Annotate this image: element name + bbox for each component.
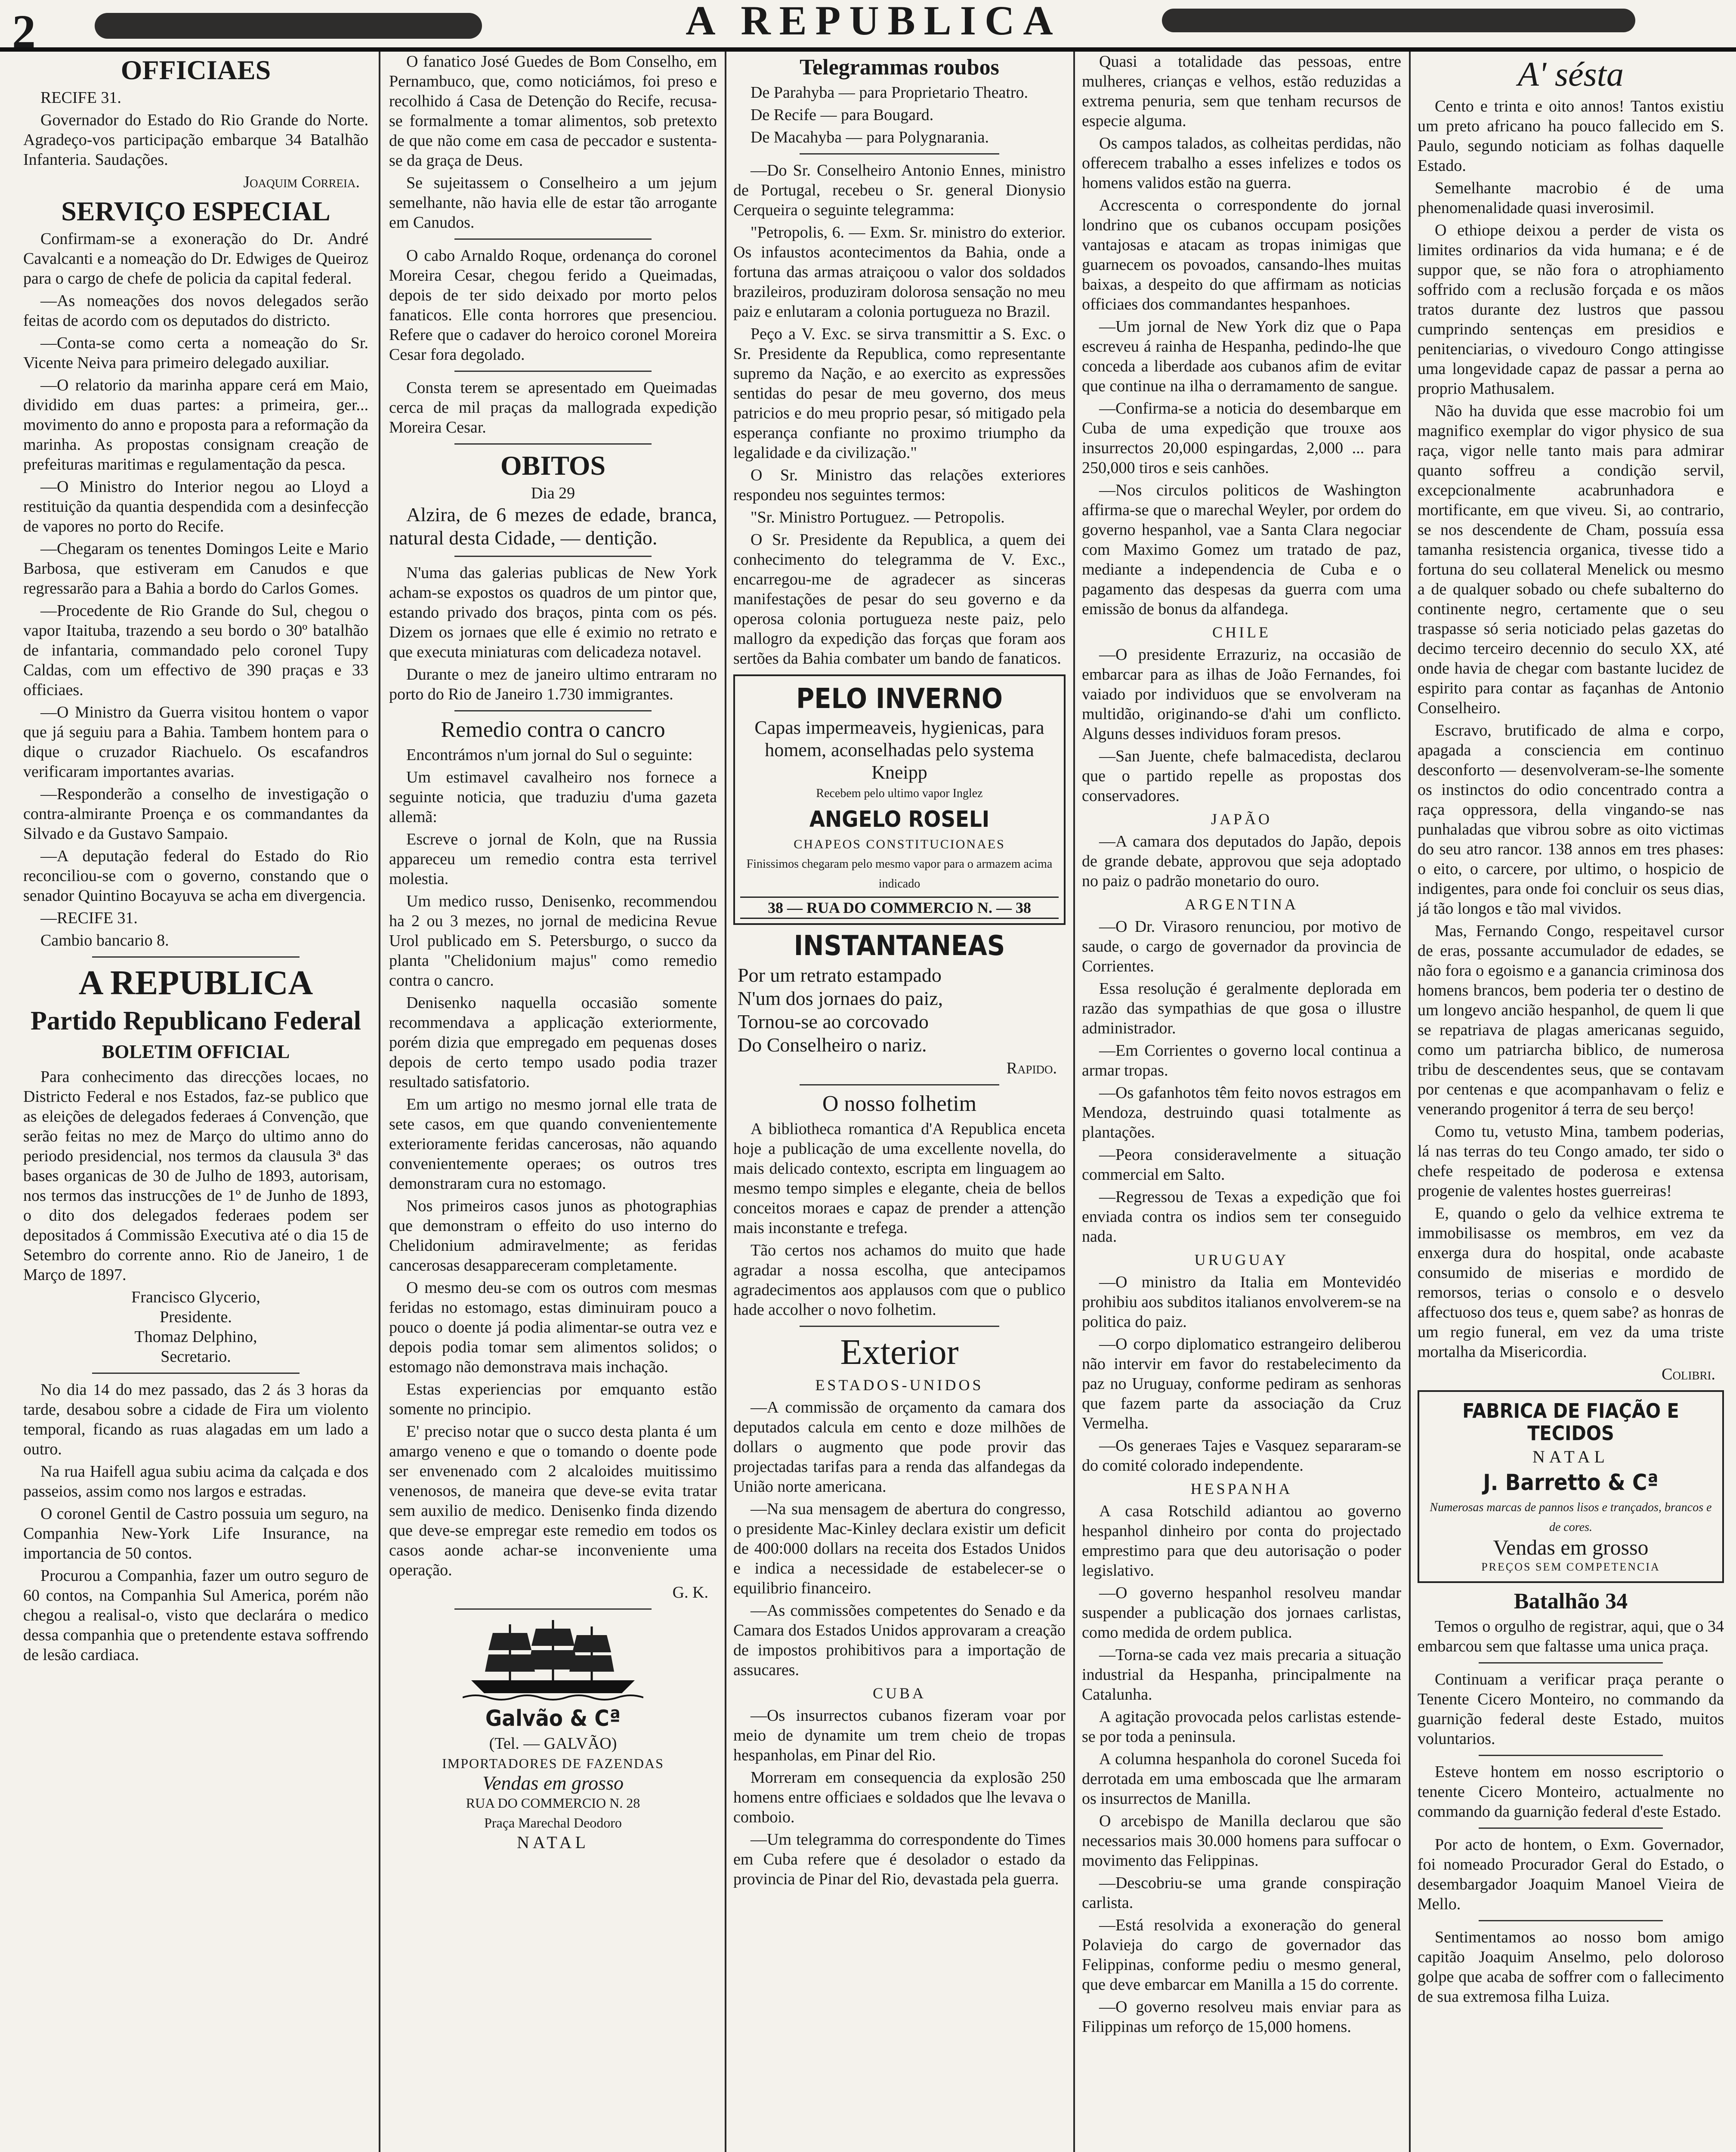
- paragraph: O mesmo deu-se com os outros com mesmas feridas no estomago, estas diminuiram pouco a pouco o doente já podia alimentar-se outra vez e depois podia tomar sem alimentos solidos; o estomago não demonstrava mais inchação.: [389, 1279, 717, 1376]
- paragraph: —O governo resolveu mais enviar para as Filippinas um reforço de 15,000 homens.: [1082, 1998, 1401, 2036]
- signature-role: Secretario.: [161, 1348, 231, 1366]
- paragraph: Esteve hontem em nosso escriptorio o tenente Cicero Monteiro, actualmente no commando da guarnição federal d'este Estado.: [1418, 1763, 1724, 1821]
- republica-title: A REPUBLICA: [78, 964, 313, 1002]
- sesta-title: A' sésta: [1518, 56, 1624, 93]
- page-number: 2: [12, 5, 36, 58]
- paragraph: Quasi a totalidade das pessoas, entre mulheres, crianças e velhos, estão reduzidas a extrema penuria, sem que tenham recursos de especie alguma.: [1082, 53, 1401, 130]
- paragraph: Um medico russo, Denisenko, recommendou ha 2 ou 3 mezes, no jornal de medicina Revue Urol publicado em S. Petersburgo, o succo da planta "Chelidonium majus" como remedio contra o cancro.: [389, 892, 717, 989]
- boletim-title: BOLETIM OFFICIAL: [102, 1041, 290, 1062]
- paragraph: —O governo hespanhol resolveu mandar suspender a publicação dos jornaes carlistas, como medida de ordem publica.: [1082, 1584, 1401, 1642]
- telegrammas-title: Telegrammas roubos: [800, 55, 999, 80]
- paragraph: —Descobriu-se uma grande conspiração carlista.: [1082, 1874, 1401, 1912]
- subsection-title: URUGUAY: [1194, 1251, 1289, 1268]
- paragraph: Não ha duvida que esse macrobio foi um magnifico exemplar do vigor physico de sua raça, vigor nelle tanto mais para admirar quanto soffreu a condição servil, excepcionalmente acabrunhadora e mortificante, em que viveu. Si, ao contrario, se nos descendente de Cham, possuía essa tamanha resistencia organica, tivesse tido a fortuna do seu collateral Menelick ou mesmo a de qualquer sobado ou chefe subalterno do continente negro, certamente que o seu traspasse só seria noticiado pelas gazetas do decimo terceiro decennio do seculo XX, até onde havia de chegar com bastante lucidez de espirito para contar as façanhas de Antonio Conselheiro.: [1418, 402, 1724, 717]
- paragraph: Continuam a verificar praça perante o Tenente Cicero Monteiro, no commando da guarnição federal deste Estado, muitos voluntarios.: [1418, 1670, 1724, 1748]
- paragraph: Accrescenta o correspondente do jornal londrino que os cubanos occupam posições vantajosas e atacam as tropas inimigas que guarnecem os povoados, cansando-lhes muitas baixas, a despeito do que affirmam as noticias officiaes dos commandantes hespanhoes.: [1082, 196, 1401, 313]
- paragraph: Essa resolução é geralmente deplorada em razão das sympathias de que gosa o illustre administrador.: [1082, 980, 1401, 1037]
- paragraph: —Em Corrientes o governo local continua a armar tropas.: [1082, 1042, 1401, 1079]
- galvao-ad: [389, 1616, 717, 1852]
- paragraph: —Os insurrectos cubanos fizeram voar por meio de dynamite um trem cheio de tropas hespanholas, em Pinar del Rio.: [733, 1707, 1066, 1764]
- paragraph: —Torna-se cada vez mais precaria a situação industrial da Hespanha, principalmente na Catalunha.: [1082, 1646, 1401, 1704]
- paper-title: A REPUBLICA: [686, 0, 1062, 43]
- paragraph: —Conta-se como certa a nomeação do Sr. Vicente Neiva para primeiro delegado auxiliar.: [23, 334, 368, 372]
- dateline: —RECIFE 31.: [40, 909, 138, 927]
- inverno-title: PELO INVERNO: [796, 683, 1003, 715]
- paragraph: —O ministro da Italia em Montevidéo prohibiu aos subditos italianos envolverem-se na politica do paiz.: [1082, 1273, 1401, 1331]
- paragraph: A bibliotheca romantica d'A Republica enceta hoje a publicação de uma excellente novella, do mais delicado contexto, escripta em linguagem ao mesmo tempo simples e elegante, cheia de bellos conceitos moraes e capaz de prender a attenção mais inconstante e trefega.: [733, 1120, 1066, 1237]
- paragraph: —Está resolvida a exoneração do general Polavieja do cargo de governador das Felippinas, conforme pediu o mesmo general, que deve embarcar em Manilla a 15 do corrente.: [1082, 1916, 1401, 1994]
- paragraph: Sentimentamos ao nosso bom amigo capitão Joaquim Anselmo, pelo doloroso golpe que acaba de soffrer com o fallecimento de sua extremosa filha Luiza.: [1418, 1928, 1724, 2006]
- paragraph: Semelhante macrobio é de uma phenomenalidade quasi inverosimil.: [1418, 179, 1724, 217]
- paragraph: O coronel Gentil de Castro possuia um seguro, na Companhia New-York Life Insurance, na importancia de 50 contos.: [23, 1505, 368, 1562]
- divider: [92, 956, 299, 958]
- paragraph: Se sujeitassem o Conselheiro a um jejum semelhante, não havia elle de estar tão arrogante em Canudos.: [389, 174, 717, 232]
- paragraph: Denisenko naquella occasião somente recommendava a applicação exteriormente, porém dizia que empregado em pequenas doses depois de certo tempo usado podia trazer resultado satisfatorio.: [389, 994, 717, 1091]
- folhetim-title: O nosso folhetim: [822, 1091, 977, 1116]
- column-rule: [1409, 52, 1411, 2152]
- fabrica-owner: J. Barretto & Cª: [1483, 1470, 1659, 1496]
- exterior-title: Exterior: [840, 1332, 959, 1372]
- column-3: [727, 52, 1072, 2152]
- paragraph: —O Dr. Virasoro renunciou, por motivo de saude, o cargo de governador da provincia de Corrientes.: [1082, 918, 1401, 975]
- paragraph: Nos primeiros casos junos as photographias que demonstram o effeito do uso interno do Chelidonium admiravelmente; as feridas cancerosas desappareceram completamente.: [389, 1197, 717, 1274]
- column-2: [383, 52, 723, 2152]
- paragraph: O ethiope deixou a perder de vista os limites ordinarios da vida humana; e é de suppor que, se não fora o atrophiamento soffrido com a reclusão forçada e os mãos tratos durante dez lustros que passou cumprindo sentenças em presidios e penitenciarias, o vivedouro Congo attingisse uma longevidade capaz de passar a perna ao proprio Mathusalem.: [1418, 221, 1724, 398]
- paragraph: —O Ministro da Guerra visitou hontem o vapor que já seguiu para a Bahia. Tambem hontem para o dique o cruzador Riachuelo. Os escafandros verificaram importantes avarias.: [23, 703, 368, 781]
- paragraph: No dia 14 do mez passado, das 2 ás 3 horas da tarde, desabou sobre a cidade de Fira um violento temporal, ficando as ruas alagadas em um lado a outro.: [23, 1381, 368, 1458]
- paragraph: —Do Sr. Conselheiro Antonio Ennes, ministro de Portugal, recebeu o Sr. general Dionysio Cerqueira o seguinte telegramma:: [733, 161, 1066, 219]
- paragraph: —Confirma-se a noticia do desembarque em Cuba de uma expedição que trouxe aos insurrectos 20,000 espingardas, 2,000 ... para 250,000 tiros e seis canhões.: [1082, 399, 1401, 477]
- column-rule: [1073, 52, 1075, 2152]
- fabrica-sales: Vendas em grosso: [1493, 1535, 1649, 1559]
- fabrica-city: NATAL: [1532, 1447, 1609, 1466]
- divider: [800, 1084, 999, 1085]
- paragraph: Tão certos nos achamos do muito que hade agradar a nossa escolha, que antecipamos agradecimentos aos applausos com que o publico hade accolher o novo folhetim.: [733, 1241, 1066, 1319]
- paragraph: "Sr. Ministro Portuguez. — Petropolis.: [751, 508, 1005, 526]
- paragraph: De Recife — para Bougard.: [751, 106, 934, 124]
- column-5: [1412, 52, 1730, 2152]
- paragraph: Durante o mez de janeiro ultimo entraram no porto do Rio de Janeiro 1.730 immigrantes.: [389, 665, 717, 703]
- paragraph: —O presidente Errazuriz, na occasião de embarcar para as ilhas de João Fernandes, foi vaiado por individuos que se envolveram na multidão, originando-se d'ahi um conflicto. Alguns desses individuos foram presos.: [1082, 646, 1401, 743]
- divider: [454, 238, 651, 240]
- paragraph: —As nomeações dos novos delegados serão feitas de acordo com os deputados do districto.: [23, 292, 368, 330]
- sailing-ship-icon: [463, 1616, 643, 1702]
- paragraph: —A commissão de orçamento da camara dos deputados calcula em cento e doze milhões de dollars o augmento que pode provir das projectadas tarifas para a renda das alfandegas da União norte americana.: [733, 1398, 1066, 1496]
- poem-line: Tornou-se ao corcovado: [738, 1011, 929, 1033]
- paragraph: —O Ministro do Interior negou ao Lloyd a restituição da quantia despendida com a desinfecção de vapores no porto do Recife.: [23, 478, 368, 535]
- signature: G. K.: [672, 1583, 708, 1602]
- galvao-tel: (Tel. — GALVÃO): [489, 1735, 617, 1753]
- obitos-title: OBITOS: [500, 450, 606, 481]
- paragraph: —Nos circulos politicos de Washington affirma-se que o marechal Weyler, por ordem do governo hespanhol, vae a Santa Clara negociar com Maximo Gomez um tratado de paz, mediante a independencia de Cuba e o pagamento das despesas da guerra com uma emissão de bonus da alfandega.: [1082, 481, 1401, 618]
- signature: Francisco Glycerio,: [131, 1288, 260, 1306]
- paragraph: A agitação provocada pelos carlistas estende-se por toda a peninsula.: [1082, 1708, 1401, 1746]
- paragraph: Encontrámos n'um jornal do Sul o seguinte:: [406, 746, 693, 764]
- column-4: [1076, 52, 1407, 2152]
- masthead: [0, 0, 1736, 58]
- inverno-ad: [733, 674, 1066, 925]
- paragraph: Cambio bancario 8.: [40, 931, 169, 949]
- poem: [733, 964, 1066, 1057]
- roseli-note: Finissimos chegaram pelo mesmo vapor para o armazem acima indicado: [746, 857, 1053, 890]
- paragraph: —Chegaram os tenentes Domingos Leite e Mario Barbosa, que estiveram em Canudos e que regressarão para a Bahia a bordo do Carlos Gomes.: [23, 540, 368, 597]
- signature-role: Presidente.: [160, 1308, 232, 1326]
- signature: Rapido.: [1006, 1059, 1057, 1077]
- paragraph: —Um jornal de New York diz que o Papa escreveu á rainha de Hespanha, pedindo-lhe que conceda a liberdade aos cubanos afim de evitar que continue na ilha o derramamento de sangue.: [1082, 318, 1401, 395]
- paragraph: De Macahyba — para Polygnarania.: [751, 128, 989, 146]
- paragraph: O arcebispo de Manilla declarou que são necessarios mais 30.000 homens para suffocar o movimento das Felippinas.: [1082, 1812, 1401, 1870]
- paragraph: —Na sua mensagem de abertura do congresso, o presidente Mac-Kinley declara existir um deficit de 400:000 dollars na receita dos Estados Unidos e indica a necessidade de estabelecer-se o equilibrio financeiro.: [733, 1500, 1066, 1597]
- paragraph: De Parahyba — para Proprietario Theatro.: [751, 83, 1029, 102]
- subsection-title: ARGENTINA: [1185, 896, 1298, 913]
- paragraph: —O relatorio da marinha appare cerá em Maio, dividido em duas partes: a primeira, ger... movimento do anno e proposta para a reformação da marinha. As propostas consignam creação de prefeituras maritimas e regulamentação da pesca.: [23, 376, 368, 473]
- paragraph: Estas experiencias por emquanto estão somente no principio.: [389, 1380, 717, 1418]
- paragraph: Peço a V. Exc. se sirva transmittir a S. Exc. o Sr. Presidente da Republica, como representante supremo da Nação, e ao exercito as expressões sentidas do pesar de meu governo, dos meus patricios e do meu proprio pesar, só mitigado pela esperança confiante no proximo triumpho da legalidade e da civilização.": [733, 325, 1066, 462]
- divider: [800, 1326, 999, 1327]
- column-rule: [725, 52, 726, 2152]
- paragraph: A casa Rotschild adiantou ao governo hespanhol dinheiro por conta do projectado emprestimo para que deu autorisação o poder legislativo.: [1082, 1502, 1401, 1580]
- instantaneas-title: INSTANTANEAS: [794, 930, 1005, 962]
- divider: [454, 710, 651, 711]
- ink-smudge: [1162, 9, 1635, 32]
- paragraph: O cabo Arnaldo Roque, ordenança do coronel Moreira Cesar, chegou ferido a Queimadas, depois de ter sido deixado por morto pelos fanaticos. Elle conta horrores que presenciou. Refere que o cadaver do heroico coronel Moreira Cesar fora degolado.: [389, 247, 717, 364]
- signature: Colibri.: [1662, 1365, 1715, 1383]
- subsection-title: ESTADOS-UNIDOS: [815, 1376, 984, 1394]
- galvao-city: NATAL: [517, 1833, 589, 1852]
- paragraph: Por acto de hontem, o Exm. Governador, foi nomeado Procurador Geral do Estado, o desembargador Joaquim Manoel Vieira de Mello.: [1418, 1836, 1724, 1913]
- divider: [454, 1608, 651, 1610]
- paragraph: N'uma das galerias publicas de New York acham-se expostos os quadros de um pintor que, estando privado dos braços, pinta com os pés. Dizem os jornaes que elle é eximio no retrato e que executa miniaturas com delicadeza notavel.: [389, 564, 717, 661]
- paragraph: Escravo, brutificado de alma e corpo, apagada a consciencia em continuo desconforto — desenvolveram-se-lhe somente os instinctos do odio concentrado contra a raça oppressora, della vingando-se nas punhaladas que vibrou sobre as oito victimas do seu atro rancor. 138 annos em tres phases: o eito, o carcere, por ultimo, o hospicio de indigentes, para onde foi concluir os seus dias, já tão longos e tão mal vividos.: [1418, 721, 1724, 918]
- galvao-line: IMPORTADORES DE FAZENDAS: [442, 1756, 664, 1771]
- paragraph: Cento e trinta e oito annos! Tantos existiu um preto africano ha pouco fallecido em S. Paulo, segundo noticiam as folhas daquelle Estado.: [1418, 97, 1724, 175]
- divider: [454, 443, 651, 445]
- subsection-title: CHILE: [1212, 624, 1271, 641]
- paragraph: Escreve o jornal de Koln, que na Russia appareceu um remedio contra esta terrivel molestia.: [389, 830, 717, 888]
- column-rule: [379, 52, 380, 2152]
- signature: Thomaz Delphino,: [134, 1328, 257, 1346]
- paragraph: —Peora consideravelmente a situação commercial em Salto.: [1082, 1146, 1401, 1184]
- divider: [1479, 1827, 1662, 1829]
- subsection-title: HESPANHA: [1190, 1480, 1293, 1497]
- paragraph: Morreram em consequencia da explosão 250 homens entre officiaes e soldados que lhe levava o comboio.: [733, 1769, 1066, 1826]
- subsection-title: JAPÃO: [1211, 810, 1273, 828]
- roseli-address: 38 — RUA DO COMMERCIO N. — 38: [740, 897, 1059, 919]
- ink-smudge: [95, 13, 482, 39]
- roseli-sub: CHAPEOS CONSTITUCIONAES: [794, 837, 1005, 851]
- paragraph: —Os generaes Tajes e Vasquez separaram-se do comité colorado independente.: [1082, 1437, 1401, 1475]
- fabrica-price: PREÇOS SEM COMPETENCIA: [1481, 1561, 1660, 1573]
- paragraph: Na rua Haifell agua subiu acima da calçada e dos passeios, assim como nos largos e estradas.: [23, 1462, 368, 1500]
- divider: [92, 1373, 299, 1374]
- paragraph: E, quando o gelo da velhice extrema te immobilisasse os membros, em vez da enxerga dura do hospital, onde acabaste consumido de miserias e mordido de remorsos, terias o consolo e o desvelo affectuoso dos teus e, quem sabe? as honras de um regio funeral, em vez da uma triste mortalha da Misericordia.: [1418, 1204, 1724, 1361]
- galvao-address: Praça Marechal Deodoro: [484, 1815, 622, 1830]
- paragraph: Confirmam-se a exoneração do Dr. André Cavalcanti e a nomeação do Dr. Edwiges de Queiroz para o cargo de chefe de policia da capital federal.: [23, 230, 368, 288]
- fabrica-title: FABRICA DE FIAÇÃO E TECIDOS: [1462, 1399, 1679, 1445]
- poem-line: Por um retrato estampado: [738, 964, 942, 986]
- paragraph: Como tu, vetusto Mina, tambem poderias, lá nas terras do teu Congo amado, ter sido o chefe respeitado de poderosa e extensa progenie de valentes hostes guerreiras!: [1418, 1122, 1724, 1200]
- paragraph: —Um telegramma do correspondente do Times em Cuba refere que é desolador o estado da provincia de Pinar del Rio, devastada pela guerra.: [733, 1830, 1066, 1888]
- partido-title: Partido Republicano Federal: [30, 1006, 361, 1036]
- divider: [454, 556, 651, 557]
- paragraph: Em um artigo no mesmo jornal elle trata de sete casos, em que quando convenientemente exterioramente feridas cancerosas, não aquando convenientemente operaes; os outros tres demonstraram cura no estomago.: [389, 1095, 717, 1193]
- obitos-date: Dia 29: [531, 484, 575, 502]
- galvao-line: Vendas em grosso: [482, 1772, 624, 1794]
- paragraph: Um estimavel cavalheiro nos fornece a seguinte noticia, que traduziu d'uma gazeta allemã:: [389, 768, 717, 826]
- paragraph: —Regressou de Texas a expedição que foi enviada contra os indios sem ter conseguido nada.: [1082, 1188, 1401, 1246]
- subsection-title: CUBA: [872, 1685, 927, 1702]
- paragraph: A columna hespanhola do coronel Suceda foi derrotada em uma emboscada que lhe armaram os insurrectos de Manilla.: [1082, 1750, 1401, 1808]
- paragraph: —Os gafanhotos têm feito novos estragos em Mendoza, destruindo quasi totalmente as plantações.: [1082, 1084, 1401, 1141]
- divider: [1479, 1662, 1662, 1663]
- galvao-name: Galvão & Cª: [485, 1706, 621, 1731]
- paragraph: Os campos talados, as colheitas perdidas, não offerecem trabalho a esses infelizes e todos os homens validos estão na guerra.: [1082, 134, 1401, 192]
- paragraph: —As commissões competentes do Senado e da Camara dos Estados Unidos approvaram a creação de impostos prohibitivos para a importação de assucares.: [733, 1602, 1066, 1679]
- divider: [454, 371, 651, 372]
- batalhao-title: Batalhão 34: [1514, 1589, 1628, 1614]
- divider: [1479, 1920, 1662, 1921]
- signature: Joaquim Correia.: [243, 173, 360, 191]
- paragraph: O Sr. Presidente da Republica, a quem dei conhecimento do telegramma de V. Exc., encarregou-me de agradecer as sinceras manifestações de pesar do seu governo e da operosa colonia portugueza neste paiz, pelo mallogro da expedição das forças que foram aos sertões da Bahia combater um bando de fanaticos.: [733, 531, 1066, 668]
- paragraph: Procurou a Companhia, fazer um outro seguro de 60 contos, na Companhia Sul America, porém não chegou a realisal-o, visto que declarára o medico dessa companhia que o pretendente estava soffrendo de lesão cardiaca.: [23, 1567, 368, 1664]
- fabrica-ad: [1418, 1390, 1724, 1583]
- paragraph: —A deputação federal do Estado do Rio reconciliou-se com o governo, constando que o senador Quintino Bocayuva se acha em divergencia.: [23, 847, 368, 905]
- paragraph: —San Juente, chefe balmacedista, declarou que o partido repelle as propostas dos conservadores.: [1082, 747, 1401, 805]
- paragraph: Para conhecimento das direcções locaes, no Districto Federal e nos Estados, faz-se publico que as eleições de delegados federaes á Convenção, que serão feitas no mez de Março do ultimo anno do periodo presidencial, nos termos da clausula 3ª das bases organicas de 30 de Julho de 1893, autorisam, nos termos das instrucções de 1º de Junho de 1893, o dito dos delegados federaes podem ser depositados á Commissão Executiva até o dia 15 de Setembro do corrente anno. Rio de Janeiro, 1 de Março de 1897.: [23, 1068, 368, 1284]
- paragraph: "Petropolis, 6. — Exm. Sr. ministro do exterior. Os infaustos acontecimentos da Bahia, onde a fortuna das armas atraiçoou o valor dos soldados brazileiros, produziram dolorosa sensação no meu paiz e enlutaram a colonia portugueza no Brazil.: [733, 223, 1066, 321]
- poem-line: Do Conselheiro o nariz.: [738, 1034, 927, 1056]
- paragraph: —O corpo diplomatico estrangeiro deliberou não intervir em favor do restabelecimento da paz no Uruguay, conforme pediram as senhoras que fazem parte da associação da Cruz Vermelha.: [1082, 1335, 1401, 1432]
- paragraph: E' preciso notar que o succo desta planta é um amargo veneno e que o tomando o doente pode ser envenenado com 2 alcaloides muitissimo venenosos, de maneira que deve-se evita tratar sem auxilio de medico. Denisenko finda dizendo que deve-se empregar este remedio em todos os casos aonde achar-se inconveniente uma operação.: [389, 1422, 717, 1579]
- divider: [1479, 1755, 1662, 1756]
- official-title: OFFICIAES: [120, 55, 271, 85]
- paragraph: O fanatico José Guedes de Bom Conselho, em Pernambuco, que, como noticiámos, foi preso e recolhido á Casa de Detenção do Recife, recusa-se formalmente a tomar alimentos, sob pretexto de que não come em casa de peccador e sustenta-se da graça de Deus.: [389, 53, 717, 170]
- galvao-address: RUA DO COMMERCIO N. 28: [466, 1795, 640, 1811]
- fabrica-desc: Numerosas marcas de pannos lisos e trançados, brancos e de cores.: [1430, 1501, 1712, 1534]
- roseli-name: ANGELO ROSELI: [809, 807, 990, 832]
- paragraph: O Sr. Ministro das relações exteriores respondeu nos seguintes termos:: [733, 466, 1066, 504]
- paragraph: Mas, Fernando Congo, respeitavel cursor de eras, possante accumulador de edades, se não fora o egoismo e a ganancia criminosa dos homens brancos, bem poderia ter o destino de um longevo ancião hespanhol, de quem li que se repatriava de plagas americanas seguido, como um patriarcha biblico, de numerosa tribu de descendentes seus, que se contavam por centenas e que acompanhavam o feliz e venerando progenitor á terra de seu berço!: [1418, 922, 1724, 1118]
- paragraph: Alzira, de 6 mezes de edade, branca, natural desta Cidade, — dentição.: [389, 504, 717, 549]
- paragraph: —A camara dos deputados do Japão, depois de grande debate, approvou que seja adoptado no paiz o padrão monetario do ouro.: [1082, 832, 1401, 890]
- paragraph: Temos o orgulho de registrar, aqui, que o 34 embarcou sem que faltasse uma unica praça.: [1418, 1617, 1724, 1655]
- section-title: SERVIÇO ESPECIAL: [61, 196, 331, 226]
- poem-line: N'um dos jornaes do paiz,: [738, 987, 943, 1009]
- paragraph: —Responderão a conselho de investigação o contra-almirante Proença e os commandantes da Silvado e da Gustavo Sampaio.: [23, 785, 368, 843]
- remedio-title: Remedio contra o cancro: [441, 717, 665, 742]
- inverno-text: Capas impermeaveis, hygienicas, para homem, aconselhadas pelo systema Kneipp: [754, 717, 1044, 783]
- paragraph: Consta terem se apresentado em Queimadas cerca de mil praças da mallograda expedição Moreira Cesar.: [389, 379, 717, 436]
- paragraph: —Procedente de Rio Grande do Sul, chegou o vapor Itaituba, trazendo a seu bordo o 30º batalhão de infantaria, commandado pelo coronel Tupy Caldas, com um effectivo de 390 praças e 33 officiaes.: [23, 602, 368, 699]
- inverno-sub: Recebem pelo ultimo vapor Inglez: [816, 787, 983, 800]
- column-1: [17, 52, 374, 2152]
- paragraph: Governador do Estado do Rio Grande do Norte. Agradeço-vos participação embarque 34 Batalhão Infanteria. Saudações.: [23, 111, 368, 169]
- dateline: RECIFE 31.: [40, 89, 121, 107]
- divider: [800, 153, 999, 155]
